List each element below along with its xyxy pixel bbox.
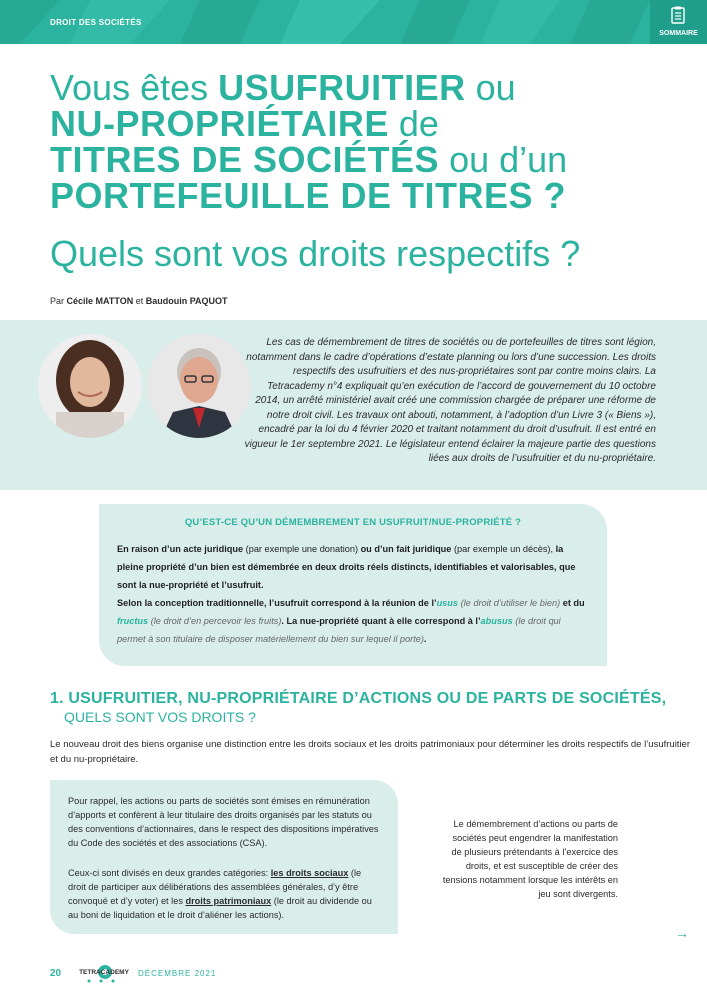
brand-wordmark: TETRACADEMY — [79, 969, 129, 976]
def-p1-e: la pleine propriété d’un bien est démembrée en deux droits réels distincts, identifiables et valorisables, que sont la nue-propriété et l’usufruit. — [117, 544, 576, 590]
section-subheading: QUELS SONT VOS DROITS ? — [64, 709, 256, 725]
def-p1-c: ou d’un fait juridique — [360, 544, 452, 554]
side-note: Le démembrement d’actions ou parts de sociétés peut engendrer la manifestation de plusieurs prétendants à l’exercice des droits, et est susceptible de créer des tensions notamment lorsque les intérêts en jeu sont divergents. — [442, 819, 618, 899]
byline-prefix: Par — [50, 296, 67, 306]
reminder-p2-c: (le droit de participer aux délibérations des assemblées générales, d’y être convoqué et d’y voter) et les — [68, 868, 362, 906]
reminder-paragraph-2 — [68, 866, 380, 922]
author-photo-2 — [147, 334, 251, 438]
def-p2-a: Selon la conception traditionnelle, l’usufruit correspond à la réunion de l’ — [117, 598, 437, 608]
def-p2-c: et du — [560, 598, 585, 608]
title-part-6: TITRES DE SOCIÉTÉS — [50, 139, 440, 180]
intro-text: Les cas de démembrement de titres de sociétés ou de portefeuilles de titres sont légion, notamment dans le cadre d’opérations d’estate planning ou lors d’une succession. Les droits respectifs des usufruitiers et des nus-propriétaires sont par contre moins clairs. La Tetracademy n°4 expliquait qu’en exécution de l’accord de gouvernement du 10 octobre 2014, un arrêté ministériel avait créé une commission chargée de préparer une réforme de notre droit civil. Les travaux ont abouti, notamment, à l’adoption d’un Livre 3 (« Biens »), encadré par la loi du 4 février 2020 et traitant notamment du droit d’usufruit. Il est entré en vigueur le 1er septembre 2021. Le législateur entend éclairer la majeure partie des questions liées aux droits de l’usufruitier et du nu-propriétaire. — [244, 337, 656, 464]
def-p2-g: . — [423, 634, 427, 644]
arrow-right-icon[interactable]: → — [675, 925, 689, 941]
def-p1-a: En raison d’un acte juridique — [117, 544, 244, 554]
byline-connector: et — [133, 296, 146, 306]
section-heading: 1. USUFRUITIER, NU-PROPRIÉTAIRE D’ACTIONS OU DE PARTS DE SOCIÉTÉS, — [50, 690, 667, 707]
author-photo-1 — [38, 334, 142, 438]
title-part-7: ou d’un — [439, 139, 568, 180]
page-subtitle: Quels sont vos droits respectifs ? — [50, 233, 581, 274]
def-p1-d: (par exemple un décès), — [451, 544, 556, 554]
def-usus: usus — [436, 598, 459, 608]
page-title — [50, 67, 690, 216]
def-p2-f: (le droit qui permet à son titulaire de disposer matériellement du bien sur lequel il porte) — [117, 616, 561, 644]
title-part-4: NU-PROPRIÉTAIRE — [50, 103, 389, 144]
reminder-p2-d: droits patrimoniaux — [185, 896, 272, 906]
title-part-2: USUFRUITIER — [218, 67, 466, 108]
reminder-paragraph-1: Pour rappel, les actions ou parts de sociétés sont émises en rémunération d’apports et confèrent à leur titulaire des droits organisés par les statuts ou des conventions d’actionnaires, dans le respect des dispositions impératives du Code des sociétés et des associations (CSA). — [68, 796, 379, 848]
definition-body — [117, 540, 591, 648]
def-fructus: fructus — [117, 616, 149, 626]
section-label: DROIT DES SOCIÉTÉS — [50, 18, 142, 27]
def-abusus: abusus — [480, 616, 513, 626]
author-1: Cécile MATTON — [66, 296, 134, 306]
definition-heading: QU’EST-CE QU’UN DÉMEMBREMENT EN USUFRUIT/NUE-PROPRIÉTÉ ? — [184, 517, 522, 528]
clipboard-icon[interactable] — [671, 6, 685, 24]
section-body: Le nouveau droit des biens organise une distinction entre les droits sociaux et les droits patrimoniaux pour déterminer les droits respectifs de l’usufruitier et du nu-propriétaire. — [50, 739, 691, 765]
title-part-8: PORTEFEUILLE DE TITRES ? — [50, 175, 567, 216]
def-p2-e: . La nue-propriété quant à elle correspond à l’ — [281, 616, 481, 626]
author-2: Baudouin PAQUOT — [145, 296, 228, 306]
sommaire-label[interactable]: SOMMAIRE — [659, 30, 698, 37]
title-part-3: ou — [465, 67, 516, 108]
byline — [50, 296, 228, 306]
def-p1-b: (par exemple une donation) — [243, 544, 361, 554]
page-number: 20 — [50, 968, 62, 979]
def-p2-d: (le droit d’en percevoir les fruits) — [148, 616, 282, 626]
title-part-5: de — [388, 103, 439, 144]
brand-logo — [77, 962, 131, 984]
reminder-p2-a: Ceux-ci sont divisés en deux grandes catégories: — [68, 868, 271, 878]
issue-date: DÉCEMBRE 2021 — [138, 969, 217, 978]
reminder-p2-e: (le droit au dividende ou au boni de liquidation et le droit d’aliéner les actions). — [68, 896, 372, 920]
def-p2-b: (le droit d’utiliser le bien) — [458, 598, 561, 608]
title-part-1: Vous êtes — [50, 67, 219, 108]
reminder-p2-b: les droits sociaux — [270, 868, 349, 878]
